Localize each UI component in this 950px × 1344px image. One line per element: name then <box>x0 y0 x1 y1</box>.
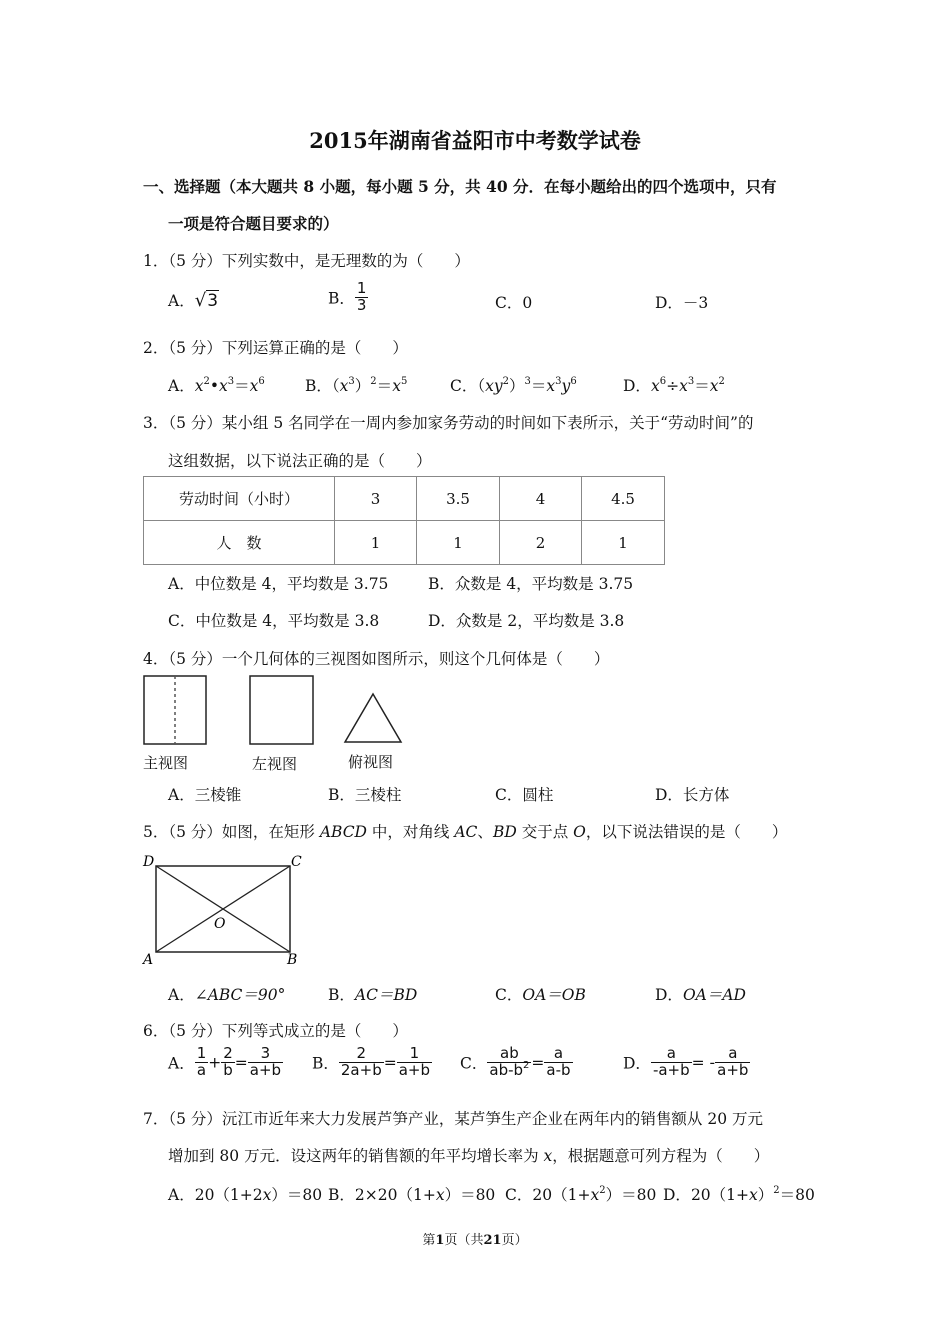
q1-a-label: A． <box>168 292 195 310</box>
q2-c-label: C． <box>450 377 478 395</box>
q1-b-label: B． <box>328 289 355 308</box>
q1-option-b <box>328 281 368 314</box>
frac-num: 1 <box>356 279 367 297</box>
q5-option-c <box>495 983 586 1005</box>
label-d: D <box>143 854 155 870</box>
sqrt-sign-icon: √ <box>194 290 207 311</box>
q5-b-label: B． <box>328 986 355 1004</box>
top-view-triangle <box>345 694 401 742</box>
frac-den: 3 <box>356 295 367 314</box>
q6-option-b: B． $\frac{2}{2a+b}$ = $\frac{1}{a+b}$ <box>312 1044 431 1079</box>
q6-b-label: B． <box>312 1054 339 1073</box>
side-view-square <box>250 676 313 744</box>
q5-option-b <box>328 983 417 1005</box>
table-cell: 4.5 <box>582 477 665 521</box>
q1-option-d: D．－3 <box>655 294 709 312</box>
page-title: 2015年湖南省益阳市中考数学试卷 <box>309 128 641 153</box>
table-cell: 3 <box>335 477 417 521</box>
q7-stem-text: 增加到 80 万元．设这两年的销售额的年平均增长率为 <box>168 1147 544 1165</box>
section-heading: 一、选择题（本大题共 8 小题，每小题 5 分，共 40 分．在每小题给出的四个选项中，只有 <box>143 177 777 196</box>
labor-time-table <box>143 476 665 565</box>
table-row <box>144 521 665 565</box>
q6-option-a: A． $\frac{1}{a}$ + $\frac{2}{b}$ = $\frac{3}{a+b}$ <box>168 1044 282 1079</box>
q5-b-text: AC＝BD <box>354 986 418 1004</box>
table-cell: 劳动时间（小时） <box>144 477 335 521</box>
side-view-label: 左视图 <box>252 755 298 773</box>
footer-text: 第 <box>422 1233 436 1248</box>
q7-stem-var: x <box>543 1147 553 1165</box>
q1-a-radicand: 3 <box>207 291 219 311</box>
top-view-label: 俯视图 <box>348 753 394 771</box>
q2-option-a: A．$x^2•x^3=x^6$ <box>168 376 265 395</box>
q7-stem-text: ，根据题意可列方程为（ ） <box>552 1147 770 1165</box>
q5-stem-var: BD <box>492 823 517 841</box>
footer-text: 页） <box>501 1233 528 1248</box>
q5-stem-text: 中，对角线 <box>367 823 455 841</box>
q7-d-label: D． <box>663 1186 691 1204</box>
q5-a-text: ∠ABC＝90° <box>194 986 286 1004</box>
label-a: A <box>143 952 154 968</box>
q5-c-label: C． <box>495 986 523 1004</box>
q3-stem: 3．（5 分）某小组 5 名同学在一周内参加家务劳动的时间如下表所示，关于“劳动时间”的 <box>143 414 754 432</box>
footer-page-number: 1 <box>435 1233 445 1248</box>
q5-stem-text: 、 <box>477 823 493 841</box>
q4-stem: 4．（5 分）一个几何体的三视图如图所示，则这个几何体是（ ） <box>143 650 610 668</box>
q2-option-d: D．$x^6\div x^3=x^2$ <box>623 376 725 395</box>
q3-option-c: C．中位数是 4，平均数是 3.8 <box>168 612 380 630</box>
q5-stem-text: ，以下说法错误的是（ ） <box>585 823 788 841</box>
q2-d-label: D． <box>623 377 651 395</box>
footer-text: 页（共 <box>444 1233 484 1248</box>
q5-stem-text: 5．（5 分）如图，在矩形 <box>143 823 320 841</box>
q5-stem-var: AC <box>454 823 478 841</box>
table-cell: 3.5 <box>417 477 500 521</box>
table-cell: 1 <box>582 521 665 565</box>
q5-a-label: A． <box>168 986 195 1004</box>
table-cell: 1 <box>335 521 417 565</box>
q6-option-c: C． $\frac{ab}{ab-b^2}$ = $\frac{a}{a-b}$ <box>460 1044 571 1079</box>
q7-option-a: A．20（1+2x）＝80 <box>168 1186 323 1204</box>
front-view-label: 主视图 <box>143 754 189 772</box>
label-b: B <box>287 952 298 968</box>
q2-a-label: A． <box>168 377 195 395</box>
table-row <box>144 477 665 521</box>
q5-stem <box>143 820 787 842</box>
q4-option-d: D．长方体 <box>655 786 730 804</box>
table-cell: 人 数 <box>144 521 335 565</box>
q3-option-b: B．众数是 4，平均数是 3.75 <box>428 575 634 593</box>
q1-option-a <box>168 289 219 311</box>
q3-option-a: A．中位数是 4，平均数是 3.75 <box>168 575 389 593</box>
q7-c-label: C． <box>505 1186 533 1204</box>
q1-b-fraction <box>355 281 369 314</box>
footer-total-pages: 21 <box>483 1233 502 1248</box>
table-cell: 4 <box>500 477 582 521</box>
q2-stem: 2．（5 分）下列运算正确的是（ ） <box>143 339 408 357</box>
page-footer <box>0 1229 950 1248</box>
q6-stem: 6．（5 分）下列等式成立的是（ ） <box>143 1022 408 1040</box>
front-view-square <box>144 676 206 744</box>
q5-d-label: D． <box>655 986 683 1004</box>
q5-d-text: OA＝AD <box>682 986 746 1004</box>
q7-a-label: A． <box>168 1186 195 1204</box>
q1-option-c: C．0 <box>495 294 533 312</box>
q6-c-label: C． <box>460 1054 488 1073</box>
q6-a-label: A． <box>168 1054 195 1073</box>
q5-c-text: OA＝OB <box>522 986 586 1004</box>
q3-option-d: D．众数是 2，平均数是 3.8 <box>428 612 625 630</box>
label-c: C <box>291 854 302 870</box>
q7-option-b: B．2×20（1+x）＝80 <box>328 1186 496 1204</box>
q5-stem-text: 交于点 <box>516 823 574 841</box>
label-o: O <box>214 916 226 932</box>
q4-option-b: B．三棱柱 <box>328 786 402 804</box>
q4-option-a: A．三棱锥 <box>168 786 242 804</box>
q3-stem-cont: 这组数据，以下说法正确的是（ ） <box>168 452 432 470</box>
q5-stem-var: ABCD <box>319 823 367 841</box>
q5-option-d <box>655 983 746 1005</box>
q5-option-a <box>168 983 285 1005</box>
q1-stem: 1．（5 分）下列实数中，是无理数的为（ ） <box>143 252 470 270</box>
q4-option-c: C．圆柱 <box>495 786 554 804</box>
q7-stem-cont <box>168 1144 769 1166</box>
table-cell: 1 <box>417 521 500 565</box>
q5-stem-var: O <box>573 823 586 841</box>
q6-option-d: D． $\frac{a}{-a+b}$ = - $\frac{a}{a+b}$ <box>623 1044 749 1079</box>
section-heading-cont: 一项是符合题目要求的） <box>168 214 339 233</box>
q2-b-label: B． <box>305 377 332 395</box>
q7-option-c: C．$20(1+x^2)=80$ <box>505 1185 657 1204</box>
q2-option-c: C．$(xy^2)^3=x^3y^6$ <box>450 376 577 395</box>
table-cell: 2 <box>500 521 582 565</box>
q7-b-label: B． <box>328 1186 355 1204</box>
q6-d-label: D． <box>623 1054 651 1073</box>
rectangle-abcd-figure <box>140 850 310 970</box>
q7-stem: 7．（5 分）沅江市近年来大力发展芦笋产业，某芦笋生产企业在两年内的销售额从 20 万元 <box>143 1110 763 1128</box>
q7-option-d: D．$20(1+x)^2=80$ <box>663 1185 815 1204</box>
q2-option-b: B．$(x^3)^2=x^5$ <box>305 376 408 395</box>
